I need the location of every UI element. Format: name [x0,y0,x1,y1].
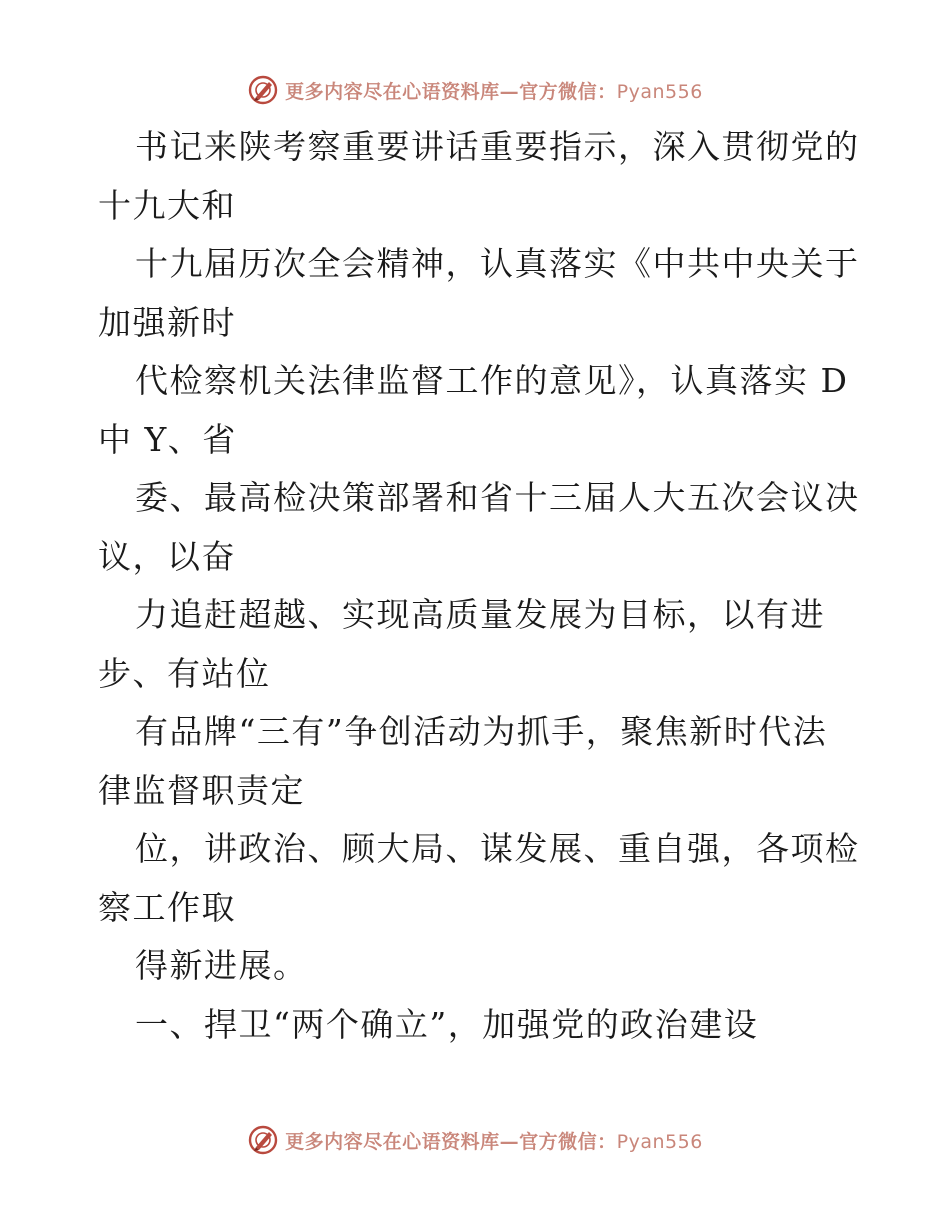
text-line: 律监督职责定 [98,770,305,810]
footer-watermark [0,1120,950,1160]
text-line: 得新进展。 [135,946,308,985]
pen-logo-icon [247,1124,279,1156]
document-body [98,118,858,1054]
text-line: 代检察机关法律监督工作的意见》，认真落实 D [135,361,849,400]
pen-logo-icon [247,74,279,106]
watermark-account: Pyan556 [616,1130,703,1153]
watermark-account: Pyan556 [616,80,703,103]
watermark-text: 更多内容尽在心语资料库—官方微信：Pyan556 [285,1130,703,1153]
text-line: 步、有站位 [98,653,271,693]
header-watermark [0,70,950,110]
text-line: 书记来陕考察重要讲话重要指示，深入贯彻党的 [135,127,860,166]
text-line: 议，以奋 [98,536,236,576]
text-line: 加强新时 [98,302,236,342]
watermark-text: 更多内容尽在心语资料库—官方微信：Pyan556 [285,80,703,103]
text-line: 委、最高检决策部署和省十三届人大五次会议决 [135,478,860,517]
text-line: 十九大和 [98,185,236,225]
text-line: 位，讲政治、顾大局、谋发展、重自强，各项检 [135,829,860,868]
text-line: 十九届历次全会精神，认真落实《中共中央关于 [135,244,860,283]
text-line: 中 Y、省 [98,419,237,459]
text-line: 力追赶超越、实现高质量发展为目标，以有进 [135,595,825,634]
text-line: 有品牌“三有”争创活动为抓手，聚焦新时代法 [135,712,828,751]
text-line: 察工作取 [98,887,236,927]
text-line: 一、捍卫“两个确立”，加强党的政治建设 [135,1004,759,1044]
